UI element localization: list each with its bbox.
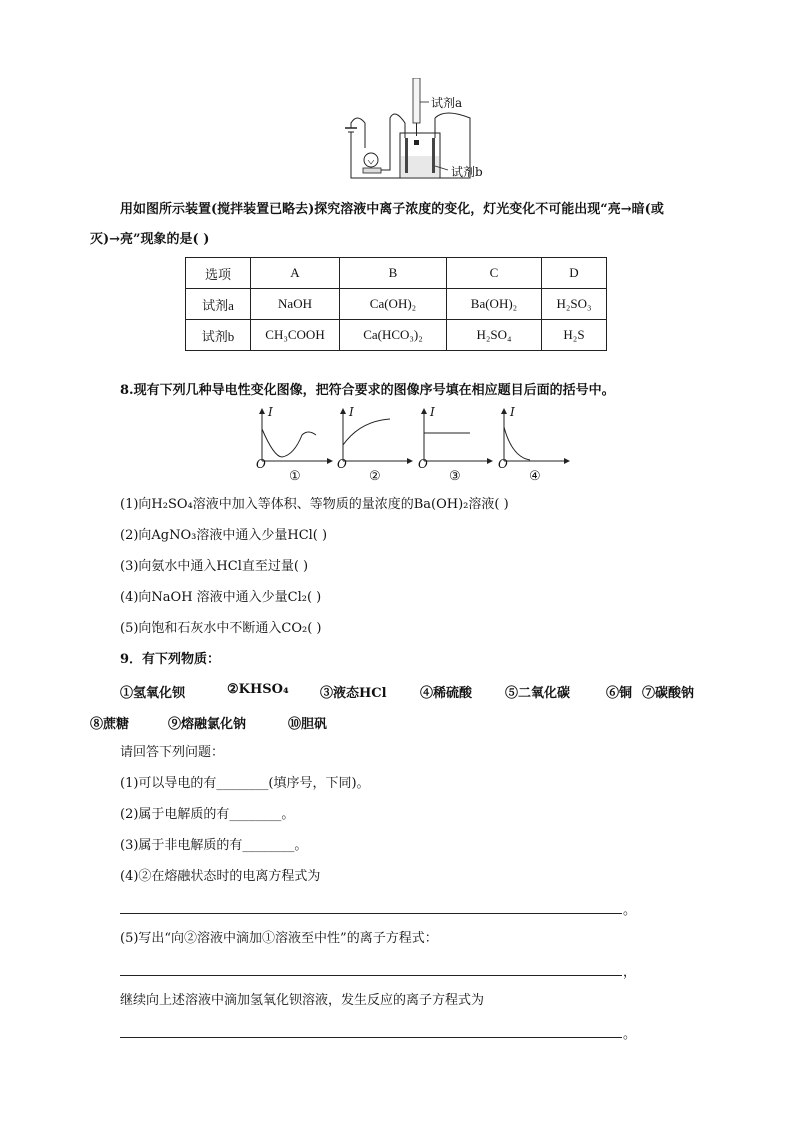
sub6-end-punct: 。	[623, 1027, 637, 1042]
q9-sub5: (5)写出“向②溶液中滴加①溶液至中性”的离子方程式：	[120, 931, 438, 946]
table-header-row	[186, 258, 607, 289]
table-cell: H₂S	[542, 320, 607, 351]
material-item: ⑥铜	[606, 686, 633, 701]
q8-item-3: (3)向氨水中通入HCl直至过量( )	[120, 559, 309, 574]
q9-sub3: (3)属于非电解质的有________。	[120, 838, 308, 853]
table-cell: D	[542, 258, 607, 289]
material-item: ⑤二氧化碳	[505, 686, 571, 701]
graph-axis-y-label: I	[349, 405, 354, 419]
material-item: ⑧蔗糖	[90, 717, 130, 732]
table-cell: NaOH	[251, 289, 340, 320]
q9-sub6: 继续向上述溶液中滴加氢氧化钡溶液，发生反应的离子方程式为	[120, 993, 485, 1008]
table-cell: Ba(OH)₂	[447, 289, 542, 320]
graph-axis-y-label: I	[510, 405, 515, 419]
graph-origin-label: O	[256, 457, 266, 471]
graph-origin-label: O	[337, 457, 347, 471]
material-item: ④稀硫酸	[420, 686, 473, 701]
graph-number-label: ①	[289, 469, 301, 484]
graph-origin-label: O	[418, 457, 428, 471]
table-row	[186, 320, 607, 351]
table-cell: C	[447, 258, 542, 289]
q7-stem-line2: 灭)→亮”现象的是( )	[90, 232, 210, 247]
options-table	[185, 257, 607, 351]
table-cell: Ca(OH)₂	[340, 289, 447, 320]
sub5-end-punct: ，	[623, 965, 637, 980]
q8-item-2: (2)向AgNO₃溶液中通入少量HCl( )	[120, 528, 328, 543]
sub4-end-punct: 。	[623, 903, 637, 918]
table-cell: B	[340, 258, 447, 289]
reagent-b-label: 试剂b	[451, 165, 483, 179]
table-cell: A	[251, 258, 340, 289]
q8-item-4: (4)向NaOH 溶液中通入少量Cl₂( )	[120, 590, 322, 605]
graph-axis-y-label: I	[430, 405, 435, 419]
graph-number-label: ④	[529, 469, 541, 484]
table-cell: H₂SO₃	[542, 289, 607, 320]
answer-line	[120, 1037, 622, 1038]
table-cell: H₂SO₄	[447, 320, 542, 351]
q9-prompt: 请回答下列问题：	[120, 745, 225, 760]
q8-item-1: (1)向H₂SO₄溶液中加入等体积、等物质的量浓度的Ba(OH)₂溶液( )	[120, 497, 509, 512]
answer-line	[120, 913, 622, 914]
graph-origin-label: O	[498, 457, 508, 471]
table-cell: 选项	[186, 258, 251, 289]
material-item: ⑩胆矾	[288, 717, 328, 732]
q9-stem: 9．有下列物质：	[120, 652, 221, 667]
q7-stem-line1: 用如图所示装置(搅拌装置已略去)探究溶液中离子浓度的变化，灯光变化不可能出现“亮→暗(或	[120, 202, 664, 217]
q9-sub4: (4)②在熔融状态时的电离方程式为	[120, 869, 321, 884]
material-item: ⑦碳酸钠	[642, 686, 695, 701]
graph-number-label: ③	[449, 469, 461, 484]
material-item: ③液态HCl	[320, 686, 387, 701]
table-cell: CH₃COOH	[251, 320, 340, 351]
table-cell: 试剂a	[186, 289, 251, 320]
q9-sub1: (1)可以导电的有________(填序号，下同)。	[120, 776, 370, 791]
material-item: ⑨熔融氯化钠	[168, 717, 247, 732]
q9-sub2: (2)属于电解质的有________。	[120, 807, 295, 822]
q8-item-5: (5)向饱和石灰水中不断通入CO₂( )	[120, 621, 322, 636]
table-cell: Ca(HCO₃)₂	[340, 320, 447, 351]
graph-axis-y-label: I	[268, 405, 273, 419]
material-item: ①氢氧化钡	[120, 686, 186, 701]
table-cell: 试剂b	[186, 320, 251, 351]
answer-line	[120, 975, 622, 976]
reagent-a-label: 试剂a	[431, 96, 463, 110]
q8-stem: 8.现有下列几种导电性变化图像，把符合要求的图像序号填在相应题目后面的括号中。	[120, 383, 615, 398]
graph-number-label: ②	[369, 469, 381, 484]
table-row	[186, 289, 607, 320]
material-item: ②KHSO₄	[227, 682, 289, 697]
